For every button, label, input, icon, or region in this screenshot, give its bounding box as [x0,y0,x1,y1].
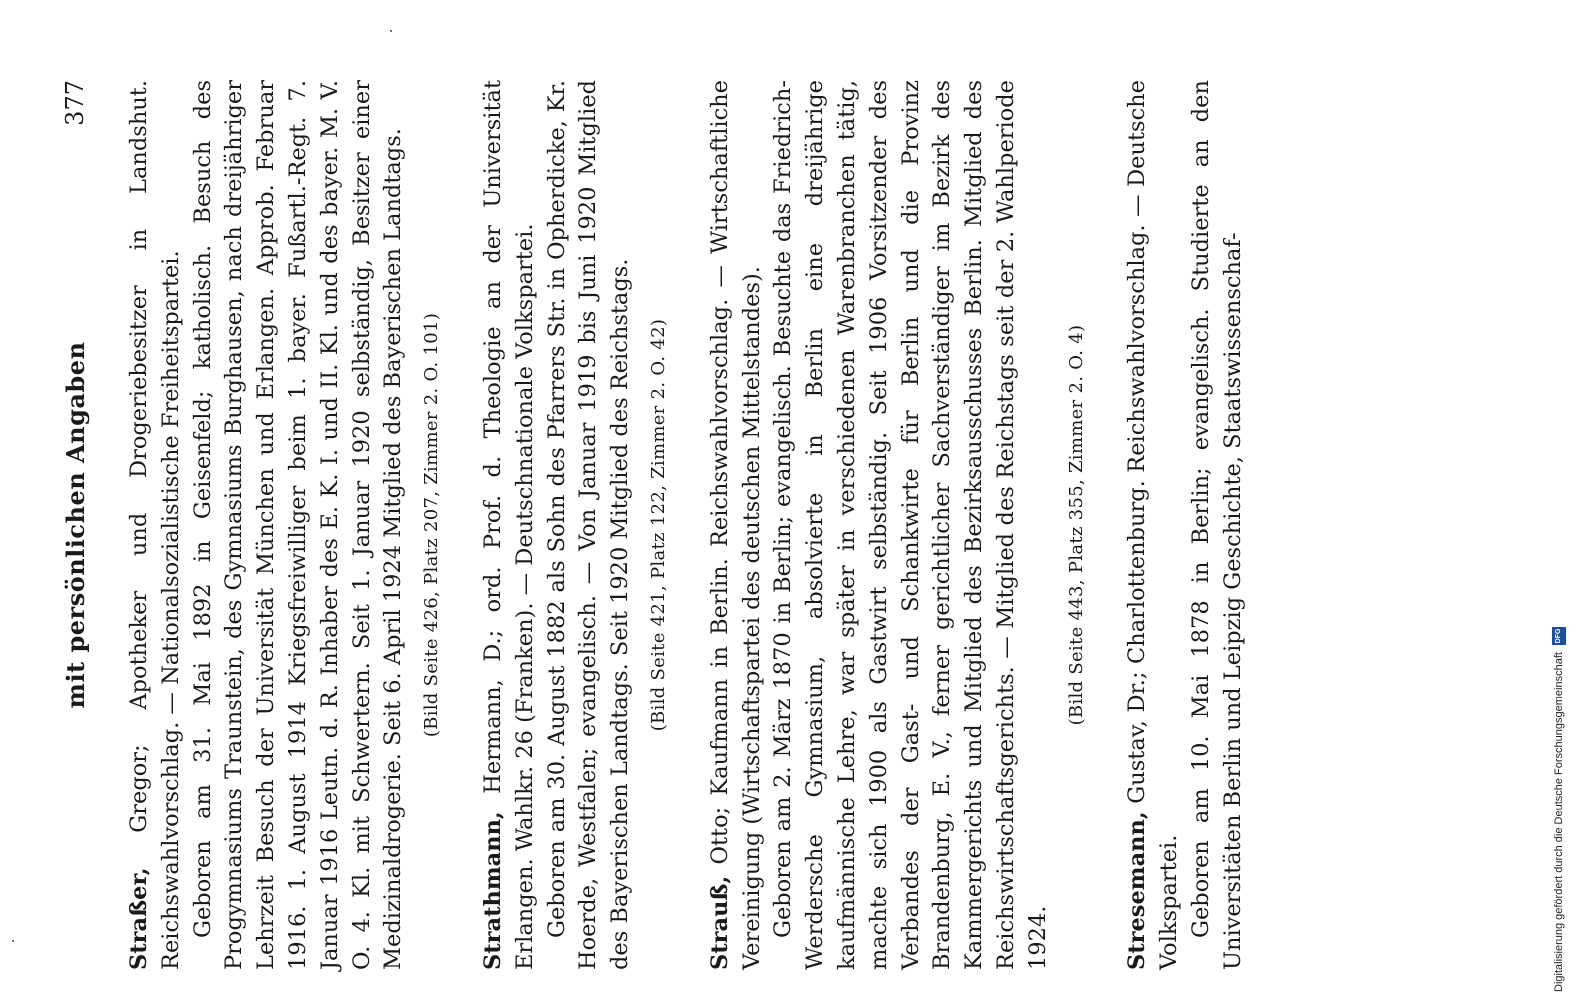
entry-biography: Geboren am 10. Mai 1878 in Berlin; evangelisch. Studierte an den Universitäten Berlin und Leipzig Geschichte, Staatswissenschaf- [1187,80,1246,970]
entry-biography: Geboren am 2. März 1870 in Berlin; evangelisch. Besuchte das Friedrich-Werdersche Gymnasium, absolvierte in Berlin eine dreijährige kaufmännische Lehre, war später in verschiedenen Warenbranchen tätig, machte sich 1900 als Gastwirt selbständig. Seit 1906 Vorsitzender des Verbandes der Gast- und Schankwirte für Berlin und die Provinz Brandenburg, E. V., ferner gerichtlicher Sachverständiger im Bezirk des Kammergerichts und Mitglied des Bezirksausschusses Berlin. Mitglied des Reichswirtschaftsgerichts. — Mitglied des Reichstags seit der 2. Wahlperiode 1924. [770,80,1051,970]
entry-heading [478,80,542,970]
member-details: Gustav, Dr.; Charlottenburg. Reichswahlvorschlag. — Deutsche Volkspartei. [1124,80,1183,970]
page-header [60,80,100,970]
member-details: Otto; Kaufmann in Berlin. Reichswahlvorschlag. — Wirtschaftliche Vereinigung (Wirtschaftspartei des deutschen Mittelstandes). [706,80,765,970]
member-details: Gregor; Apotheker und Drogeriebesitzer in Landshut. Reichswahlvorschlag. — Nationalsozialistische Freiheitspartei. [126,80,184,970]
page-number: 377 [61,80,89,126]
entry-heading [124,80,188,970]
entry-heading [1122,80,1186,970]
scan-speck [12,940,14,942]
biography-entry [705,80,1093,970]
member-name: Straßer, [126,867,152,970]
scan-speck [390,30,392,32]
biography-entry [1122,80,1249,970]
member-name: Strauß, [706,875,733,970]
entry-heading [705,80,769,970]
member-name: Strathmann, [479,811,506,970]
biography-entry [478,80,675,970]
entry-biography: Geboren am 31. Mai 1892 in Geisenfeld; katholisch. Besuch des Progymnasiums Traunstein, des Gymnasiums Burghausen, nach dreijähriger Lehrzeit Besuch der Universität München und Erlangen. Approb. Februar 1916. 1. August 1914 Kriegsfreiwilliger beim 1. bayer. Fußartl.-Regt. 7. Januar 1916 Leutn. d. R. Inhaber des E. K. I. und II. Kl. und des bayer. M. V. O. 4. Kl. mit Schwertern. Seit 1. Januar 1920 selbständig, Besitzer einer Medizinaldrogerie. Seit 6. April 1924 Mitglied des Bayerischen Landtags. [189,80,407,970]
digitization-credit [1548,12,1570,992]
member-name: Stresemann, [1124,811,1151,970]
entry-biography: Geboren am 30. August 1882 als Sohn des Pfarrers Str. in Opherdicke, Kr. Hoerde, Westfalen; evangelisch. — Von Januar 1919 bis Juni 1920 Mitglied des Bayerischen Landtags. Seit 1920 Mitglied des Reichstags. [543,80,634,970]
credit-text: Digitalisierung gefördert durch die Deutsche Forschungsgemeinschaft [1553,652,1565,992]
seat-reference: (Bild Seite 443, Platz 355, Zimmer 2. O. 4) [1065,324,1087,726]
seat-reference: (Bild Seite 426, Platz 207, Zimmer 2. O. 101) [421,312,443,738]
biography-entry [124,80,448,970]
rotated-text-block [60,80,1500,970]
running-title: mit persönlichen Angaben [61,341,90,709]
dfg-logo-icon: DFG [1552,627,1566,645]
member-details: Hermann, D.; ord. Prof. d. Theologie an der Universität Erlangen. Wahlkr. 26 (Franken). — Deutschnationale Volkspartei. [479,80,538,970]
seat-reference: (Bild Seite 421, Platz 122, Zimmer 2. O. 42) [647,318,669,732]
